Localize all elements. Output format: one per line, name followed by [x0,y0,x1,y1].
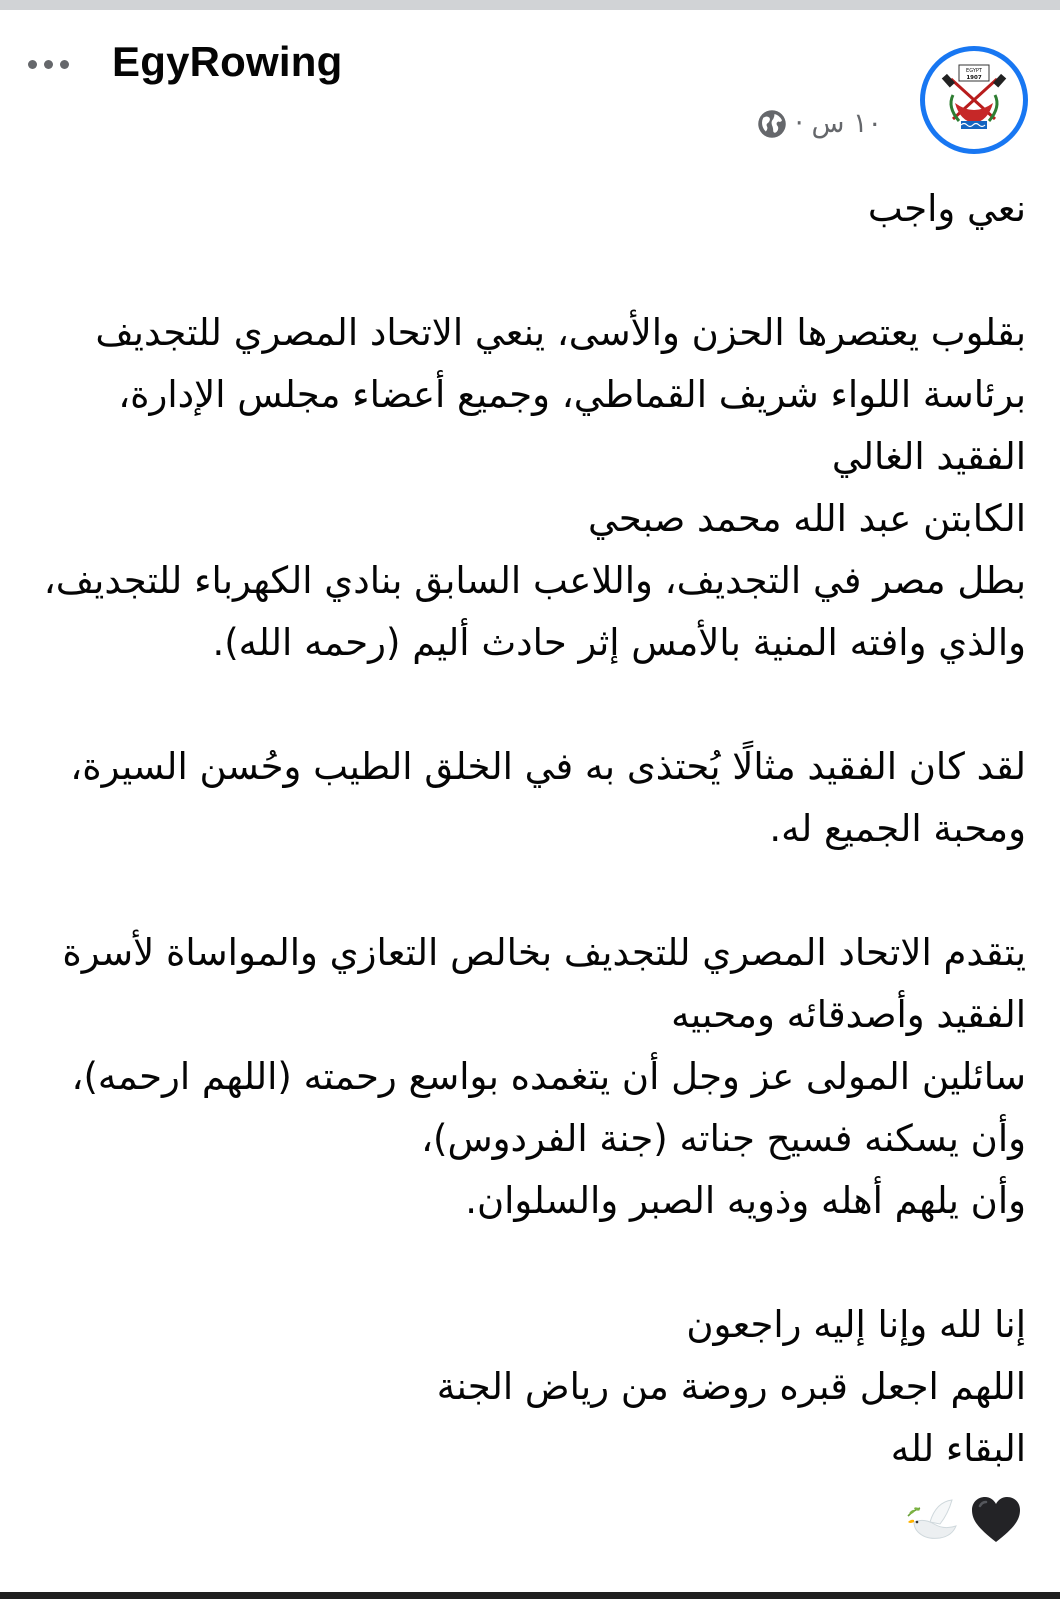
post-meta [757,108,882,139]
more-dot-icon [60,60,69,69]
post-text-line [26,860,1026,922]
black-heart-emoji [968,1492,1024,1548]
post-text-line: سائلين المولى عز وجل أن يتغمده بواسع رحمته (اللهم ارحمه)، [71,1055,1026,1098]
post-text-line: برئاسة اللواء شريف القماطي، وجميع أعضاء مجلس الإدارة، [118,373,1026,416]
top-status-divider [0,0,1060,10]
egyrowing-logo-icon [925,51,1023,149]
post-text-line [26,1232,1026,1294]
post-text-line: اللهم اجعل قبره روضة من رياض الجنة [436,1365,1026,1408]
post-text-line: الكابتن عبد الله محمد صبحي [587,497,1026,540]
more-dot-icon [28,60,37,69]
dove-emoji [906,1492,964,1548]
post-text-line: ومحبة الجميع له. [769,807,1026,850]
post-text-line: إنا لله وإنا إليه راجعون [686,1303,1026,1346]
post-body [26,178,1026,1480]
post-text-line [26,240,1026,302]
svg-text:1907: 1907 [966,75,982,81]
post-text-line: يتقدم الاتحاد المصري للتجديف بخالص التعازي والمواساة لأسرة [62,931,1026,974]
globe-icon[interactable] [757,109,787,139]
post-text-line: والذي وافته المنية بالأمس إثر حادث أليم (رحمه الله). [212,621,1026,664]
post-timestamp[interactable]: ١٠ س [811,108,882,139]
more-options-button[interactable] [28,52,80,76]
bottom-divider [0,1592,1060,1599]
meta-separator: · [794,108,804,139]
post-text-line: البقاء لله [890,1427,1026,1470]
post-text-line: وأن يسكنه فسيح جناته (جنة الفردوس)، [421,1117,1026,1160]
svg-text:EGYPT: EGYPT [966,68,982,74]
page-avatar[interactable] [920,46,1028,154]
post-text-line: الفقيد وأصدقائه ومحبيه [671,993,1026,1036]
post-text-line [26,674,1026,736]
post-text-line: الفقيد الغالي [831,435,1026,478]
post-text-line: وأن يلهم أهله وذويه الصبر والسلوان. [465,1179,1026,1222]
post-text-line: بطل مصر في التجديف، واللاعب السابق بنادي الكهرباء للتجديف، [43,559,1026,602]
post-text-line: لقد كان الفقيد مثالًا يُحتذى به في الخلق الطيب وحُسن السيرة، [70,745,1026,788]
emoji-row [906,1492,1024,1548]
post-text-line: بقلوب يعتصرها الحزن والأسى، ينعي الاتحاد المصري للتجديف [95,311,1026,354]
more-dot-icon [44,60,53,69]
post-text-line: نعي واجب [867,187,1026,230]
page-name-link[interactable]: EgyRowing [112,38,343,85]
